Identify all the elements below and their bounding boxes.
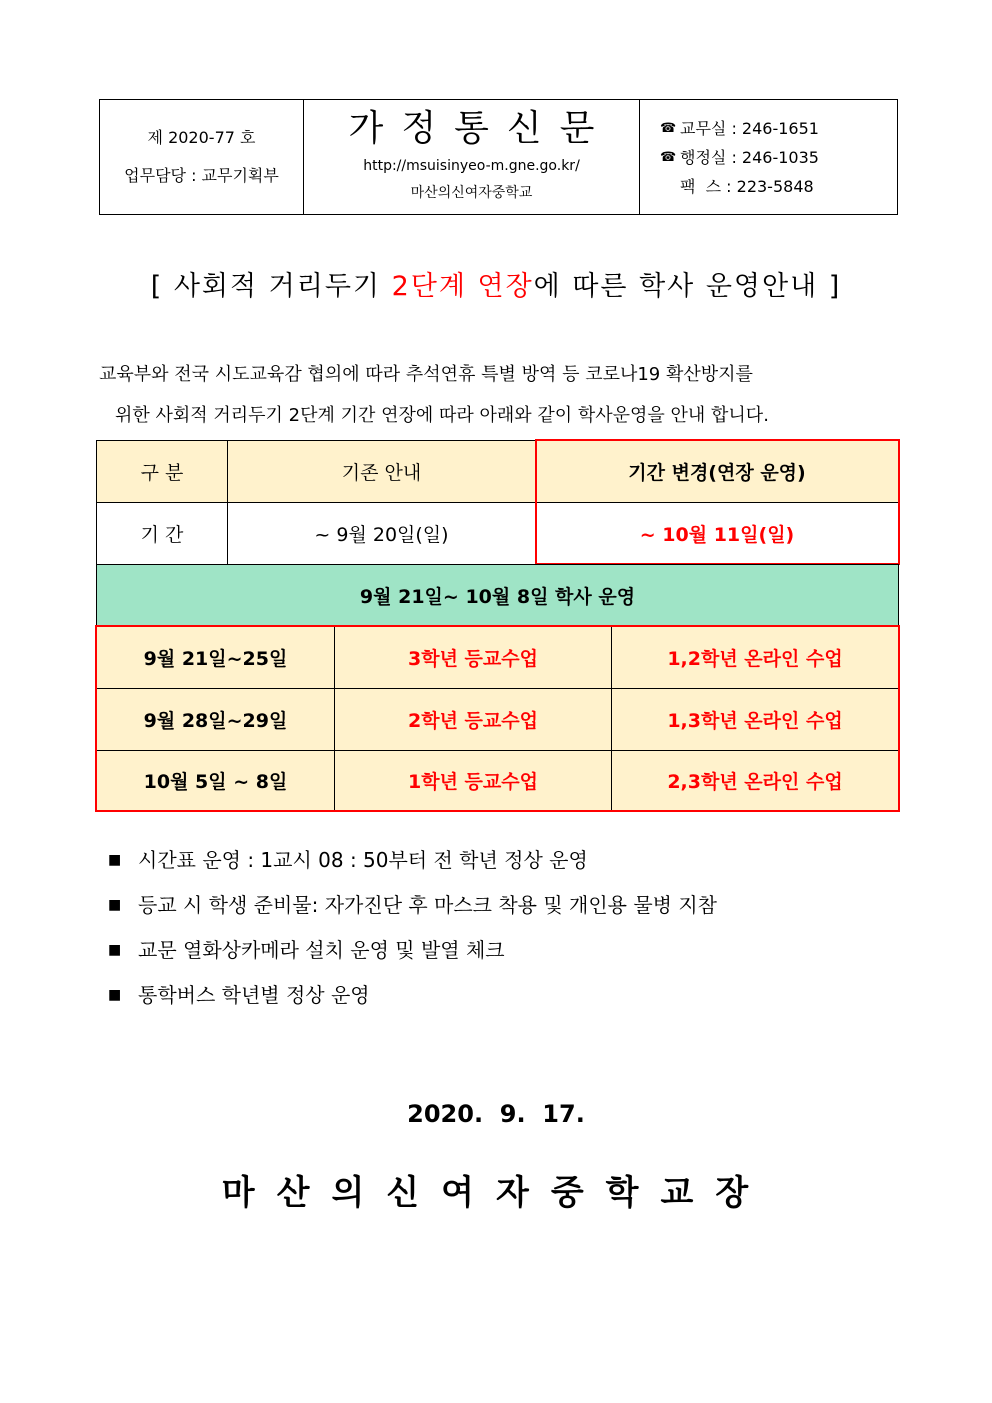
contact-text: 팩 스 : 223-5848	[680, 176, 814, 196]
table-head-changed: 기간 변경(연장 운영)	[535, 440, 899, 503]
square-bullet-icon: ■	[108, 897, 122, 913]
title-highlight: 2단계 연장	[391, 271, 534, 302]
intro-paragraph	[99, 354, 899, 436]
contact-row	[660, 143, 897, 172]
list-item-text: 통학버스 학년별 정상 운영	[138, 983, 370, 1007]
issue-info	[100, 100, 304, 214]
schedule-attend: 2학년 등교수업	[334, 688, 612, 751]
letter-title: 가정통신문	[348, 108, 613, 149]
principal-signature: 마산의신여자중학교장	[221, 1173, 771, 1213]
issue-date: 2020. 9. 17.	[407, 1100, 585, 1128]
schedule-online: 1,3학년 온라인 수업	[611, 688, 899, 751]
contact-text: 행정실 : 246-1035	[680, 147, 819, 167]
period-label: 기 간	[96, 502, 228, 565]
intro-line-2: 위한 사회적 거리두기 2단계 기간 연장에 따라 아래와 같이 학사운영을 안내 합니다.	[115, 405, 769, 426]
contact-row	[660, 114, 897, 143]
square-bullet-icon: ■	[108, 852, 122, 868]
period-changed: ~ 10월 11일(일)	[535, 502, 899, 565]
schedule-date: 9월 28일~29일	[96, 688, 335, 751]
school-url: http://msuisinyeo-m.gne.go.kr/	[363, 158, 580, 174]
table-head-previous: 기존 안내	[227, 440, 536, 503]
list-item	[108, 973, 717, 1018]
contact-info	[640, 100, 897, 214]
issue-number: 제 2020-77 호	[147, 128, 256, 147]
list-item	[108, 838, 717, 883]
period-previous: ~ 9월 20일(일)	[227, 502, 536, 565]
schedule-date: 10월 5일 ~ 8일	[96, 750, 335, 811]
contact-text: 교무실 : 246-1651	[680, 118, 819, 138]
letter-header	[99, 99, 898, 215]
department: 업무담당 : 교무기획부	[124, 166, 279, 185]
intro-line-1: 교육부와 전국 시도교육감 협의에 따라 추석연휴 특별 방역 등 코로나19 확산방지를	[99, 364, 753, 385]
schedule-attend: 1학년 등교수업	[334, 750, 612, 811]
list-item-text: 등교 시 학생 준비물: 자가진단 후 마스크 착용 및 개인용 물병 지참	[138, 893, 717, 917]
letter-title-block	[304, 100, 640, 214]
square-bullet-icon: ■	[108, 987, 122, 1003]
list-item	[108, 883, 717, 928]
contact-row	[660, 172, 897, 201]
schedule-attend: 3학년 등교수업	[334, 626, 612, 689]
title-prefix: [ 사회적 거리두기	[150, 271, 392, 302]
list-item-text: 교문 열화상카메라 설치 운영 및 발열 체크	[138, 938, 505, 962]
schedule-section-header: 9월 21일~ 10월 8일 학사 운영	[96, 564, 899, 627]
schedule-date: 9월 21일~25일	[96, 626, 335, 689]
list-item	[108, 928, 717, 973]
title-suffix: 에 따른 학사 운영안내 ]	[533, 271, 842, 302]
notice-list	[108, 838, 717, 1018]
square-bullet-icon: ■	[108, 942, 122, 958]
phone-icon: ☎	[660, 149, 677, 165]
schedule-online: 1,2학년 온라인 수업	[611, 626, 899, 689]
document-title	[0, 264, 992, 303]
schedule-online: 2,3학년 온라인 수업	[611, 750, 899, 811]
phone-icon: ☎	[660, 120, 677, 136]
table-head-category: 구 분	[96, 440, 228, 503]
list-item-text: 시간표 운영 : 1교시 08 : 50부터 전 학년 정상 운영	[138, 848, 588, 872]
school-name: 마산의신여자중학교	[410, 185, 533, 201]
